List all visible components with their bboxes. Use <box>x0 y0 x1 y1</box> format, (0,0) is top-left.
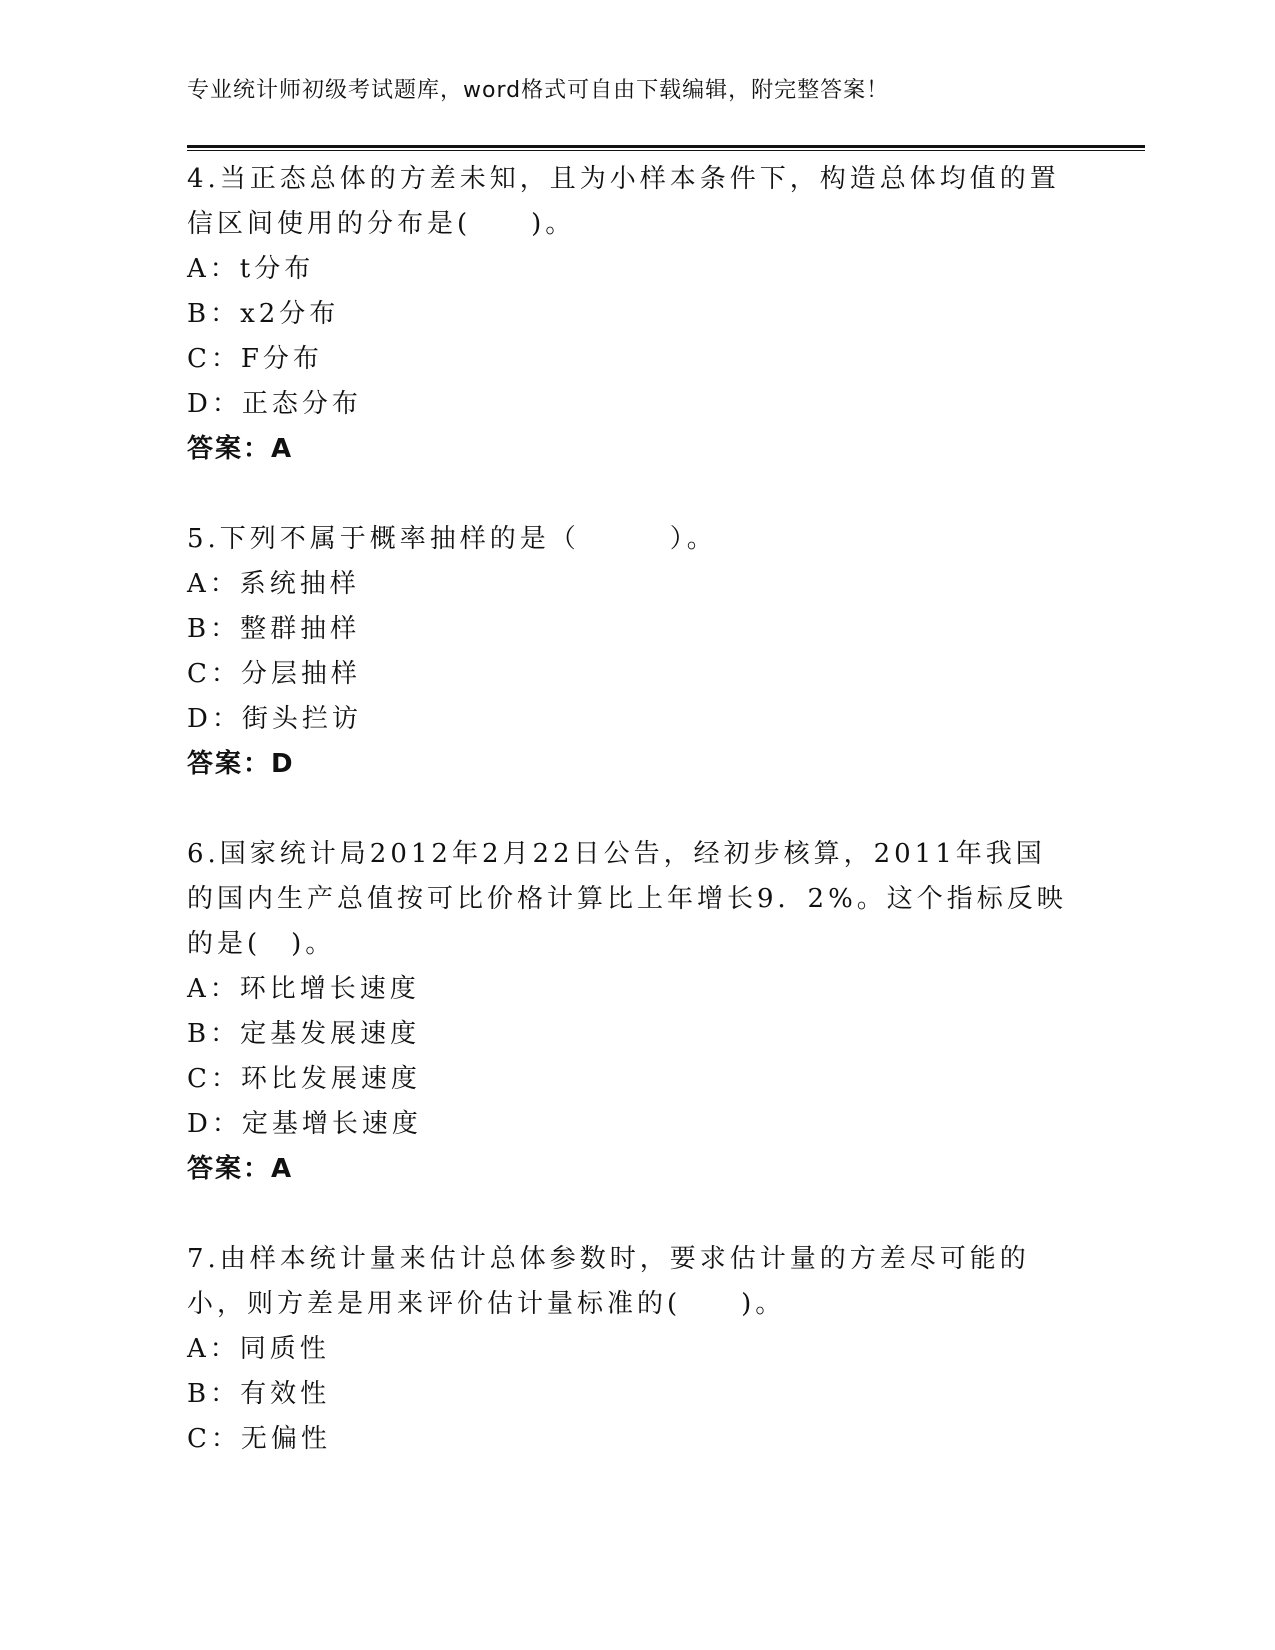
option-c: C：无偏性 <box>187 1424 331 1454</box>
spacer <box>187 1192 1067 1237</box>
question-5 <box>187 517 1067 787</box>
question-6 <box>187 832 1067 1192</box>
spacer <box>187 787 1067 832</box>
answer-line: 答案：A <box>187 1154 294 1184</box>
option-c: C：F分布 <box>187 344 323 374</box>
page-header: 专业统计师初级考试题库，word格式可自由下载编辑，附完整答案！ <box>187 78 890 103</box>
spacer <box>187 472 1067 517</box>
question-4 <box>187 157 1067 472</box>
question-stem: 6.国家统计局2012年2月22日公告，经初步核算，2011年我国的国内生产总值按可比价格计算比上年增长9．2%。这个指标反映的是( )。 <box>187 839 1067 959</box>
option-c: C：环比发展速度 <box>187 1064 421 1094</box>
option-a: A：同质性 <box>187 1334 330 1364</box>
option-b: B：定基发展速度 <box>187 1019 421 1049</box>
question-stem: 7.由样本统计量来估计总体参数时，要求估计量的方差尽可能的小，则方差是用来评价估计量标准的( )。 <box>187 1244 1030 1319</box>
option-b: B：有效性 <box>187 1379 331 1409</box>
option-b: B：x2分布 <box>187 299 340 329</box>
option-a: A：环比增长速度 <box>187 974 420 1004</box>
option-d: D：定基增长速度 <box>187 1109 422 1139</box>
question-stem: 5.下列不属于概率抽样的是（ ）。 <box>187 524 717 554</box>
header-divider <box>187 145 1145 151</box>
answer-line: 答案：A <box>187 434 294 464</box>
option-b: B：整群抽样 <box>187 614 361 644</box>
option-a: A：t分布 <box>187 254 315 284</box>
answer-line: 答案：D <box>187 749 295 779</box>
question-7 <box>187 1237 1067 1462</box>
question-stem: 4.当正态总体的方差未知，且为小样本条件下，构造总体均值的置信区间使用的分布是( )。 <box>187 164 1060 239</box>
question-list <box>187 157 1067 1462</box>
option-c: C：分层抽样 <box>187 659 361 689</box>
option-d: D：街头拦访 <box>187 704 362 734</box>
option-d: D：正态分布 <box>187 389 362 419</box>
option-a: A：系统抽样 <box>187 569 360 599</box>
